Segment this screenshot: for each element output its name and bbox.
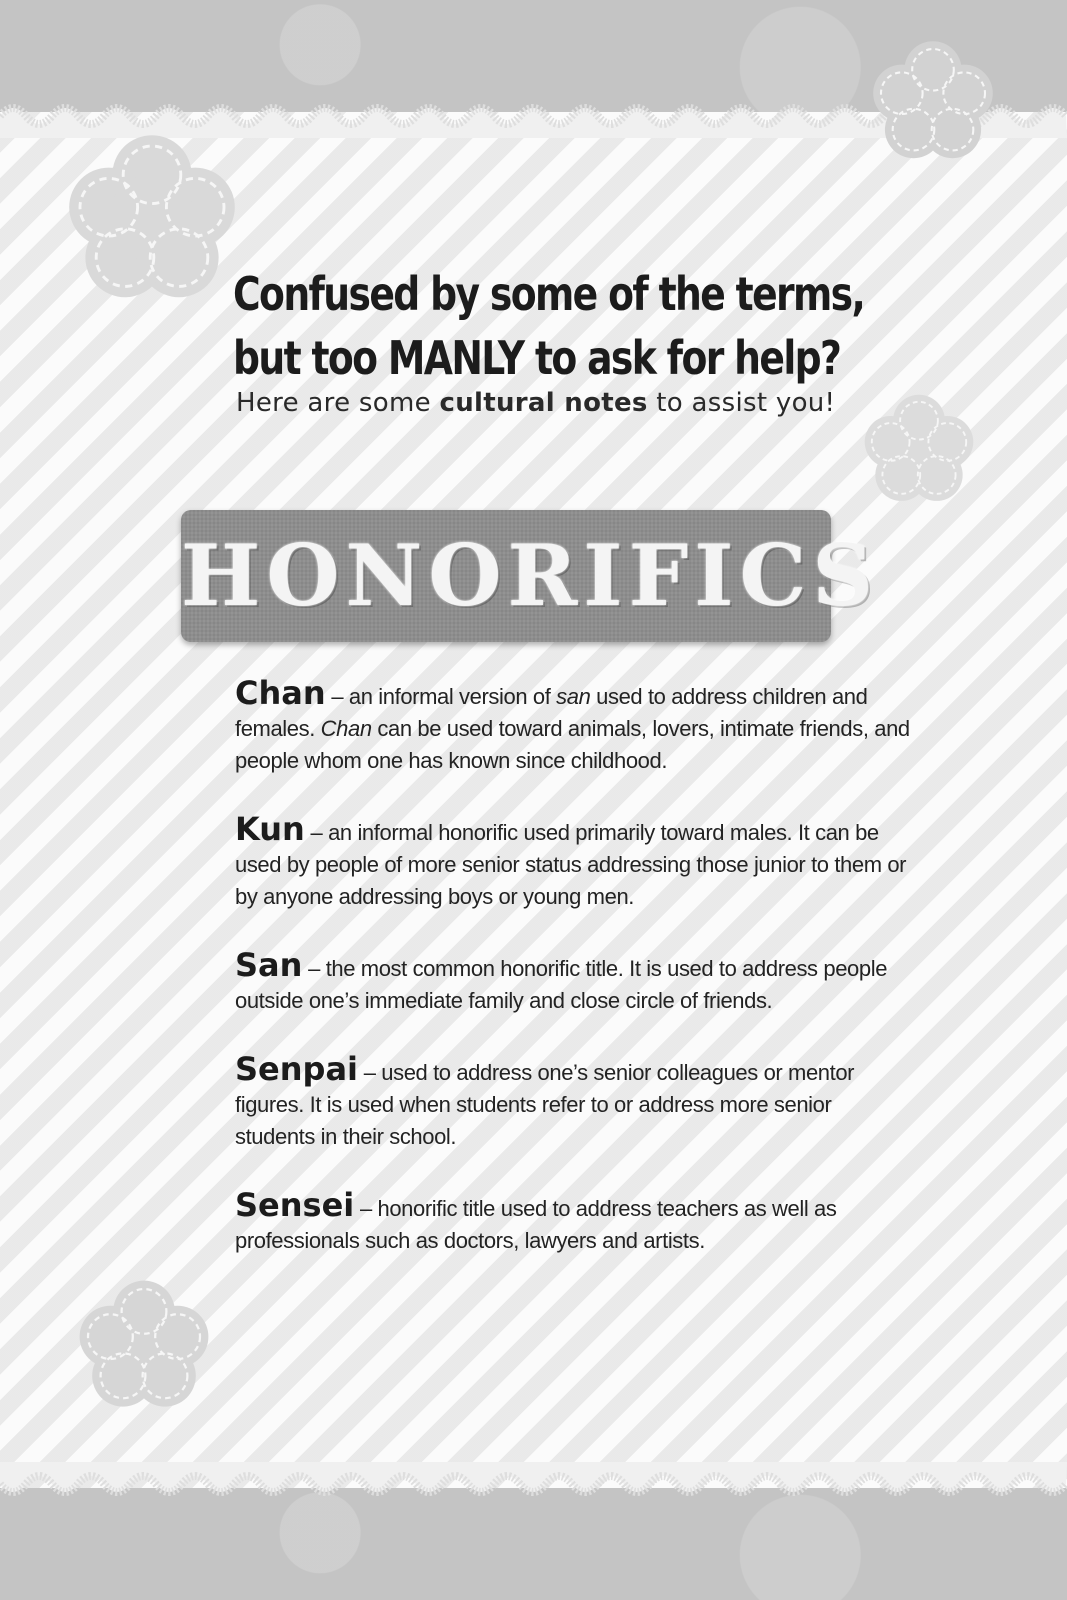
term-entry-san xyxy=(235,946,915,1017)
term-separator: – xyxy=(325,684,349,709)
intro-text-end: to assist you! xyxy=(647,388,836,418)
intro-bold-text: cultural notes xyxy=(439,388,648,418)
flower-patch-icon xyxy=(868,36,998,166)
term-text: an informal honorific used primarily toward males. It can be used by people of more senior status addressing those junior to them or by anyone addressing boys or young men. xyxy=(235,820,907,909)
term-name: Senpai xyxy=(235,1050,358,1088)
term-text: the most common honorific title. It is used to address people outside one’s immediate family and close circle of friends. xyxy=(235,956,888,1013)
term-name: Kun xyxy=(235,810,305,848)
bottom-lace-trim xyxy=(0,1462,1067,1504)
term-separator: – xyxy=(304,820,329,845)
honorifics-list xyxy=(235,674,915,1293)
term-separator: – xyxy=(354,1196,378,1221)
heading-line-1: Confused by some of the terms, xyxy=(233,267,865,321)
term-entry-kun xyxy=(235,810,915,913)
term-text: honorific title used to address teachers as well as professionals such as doctors, lawyers and artists. xyxy=(235,1196,837,1253)
term-text: an informal version of xyxy=(348,684,557,709)
term-separator: – xyxy=(358,1060,382,1085)
term-text: can be used toward animals, lovers, intimate friends, and people whom one has known since childhood. xyxy=(235,716,910,773)
term-name: Chan xyxy=(235,674,326,712)
term-name: Sensei xyxy=(235,1186,355,1224)
term-text: used to address one’s senior colleagues or mentor figures. It is used when students refer to or address more senior students in their school. xyxy=(235,1060,855,1149)
term-italic-word: san xyxy=(556,684,591,709)
honorifics-banner xyxy=(181,510,880,642)
heading-line-2: but too MANLY to ask for help? xyxy=(233,331,841,385)
term-entry-sensei xyxy=(235,1186,915,1257)
intro-text-start: Here are some xyxy=(236,388,440,418)
intro-line xyxy=(236,388,835,418)
term-name: San xyxy=(235,946,303,984)
term-separator: – xyxy=(302,956,326,981)
flower-patch-icon xyxy=(62,128,242,308)
flower-patch-icon xyxy=(860,390,978,508)
term-entry-senpai xyxy=(235,1050,915,1153)
term-italic-word: Chan xyxy=(320,716,372,741)
term-entry-chan xyxy=(235,674,915,777)
page-heading xyxy=(233,262,865,390)
banner-title: HONORIFICS xyxy=(181,526,880,625)
term-text: used to address children and females. xyxy=(235,684,868,741)
bottom-border-band xyxy=(0,1488,1067,1600)
flower-patch-icon xyxy=(74,1275,214,1415)
